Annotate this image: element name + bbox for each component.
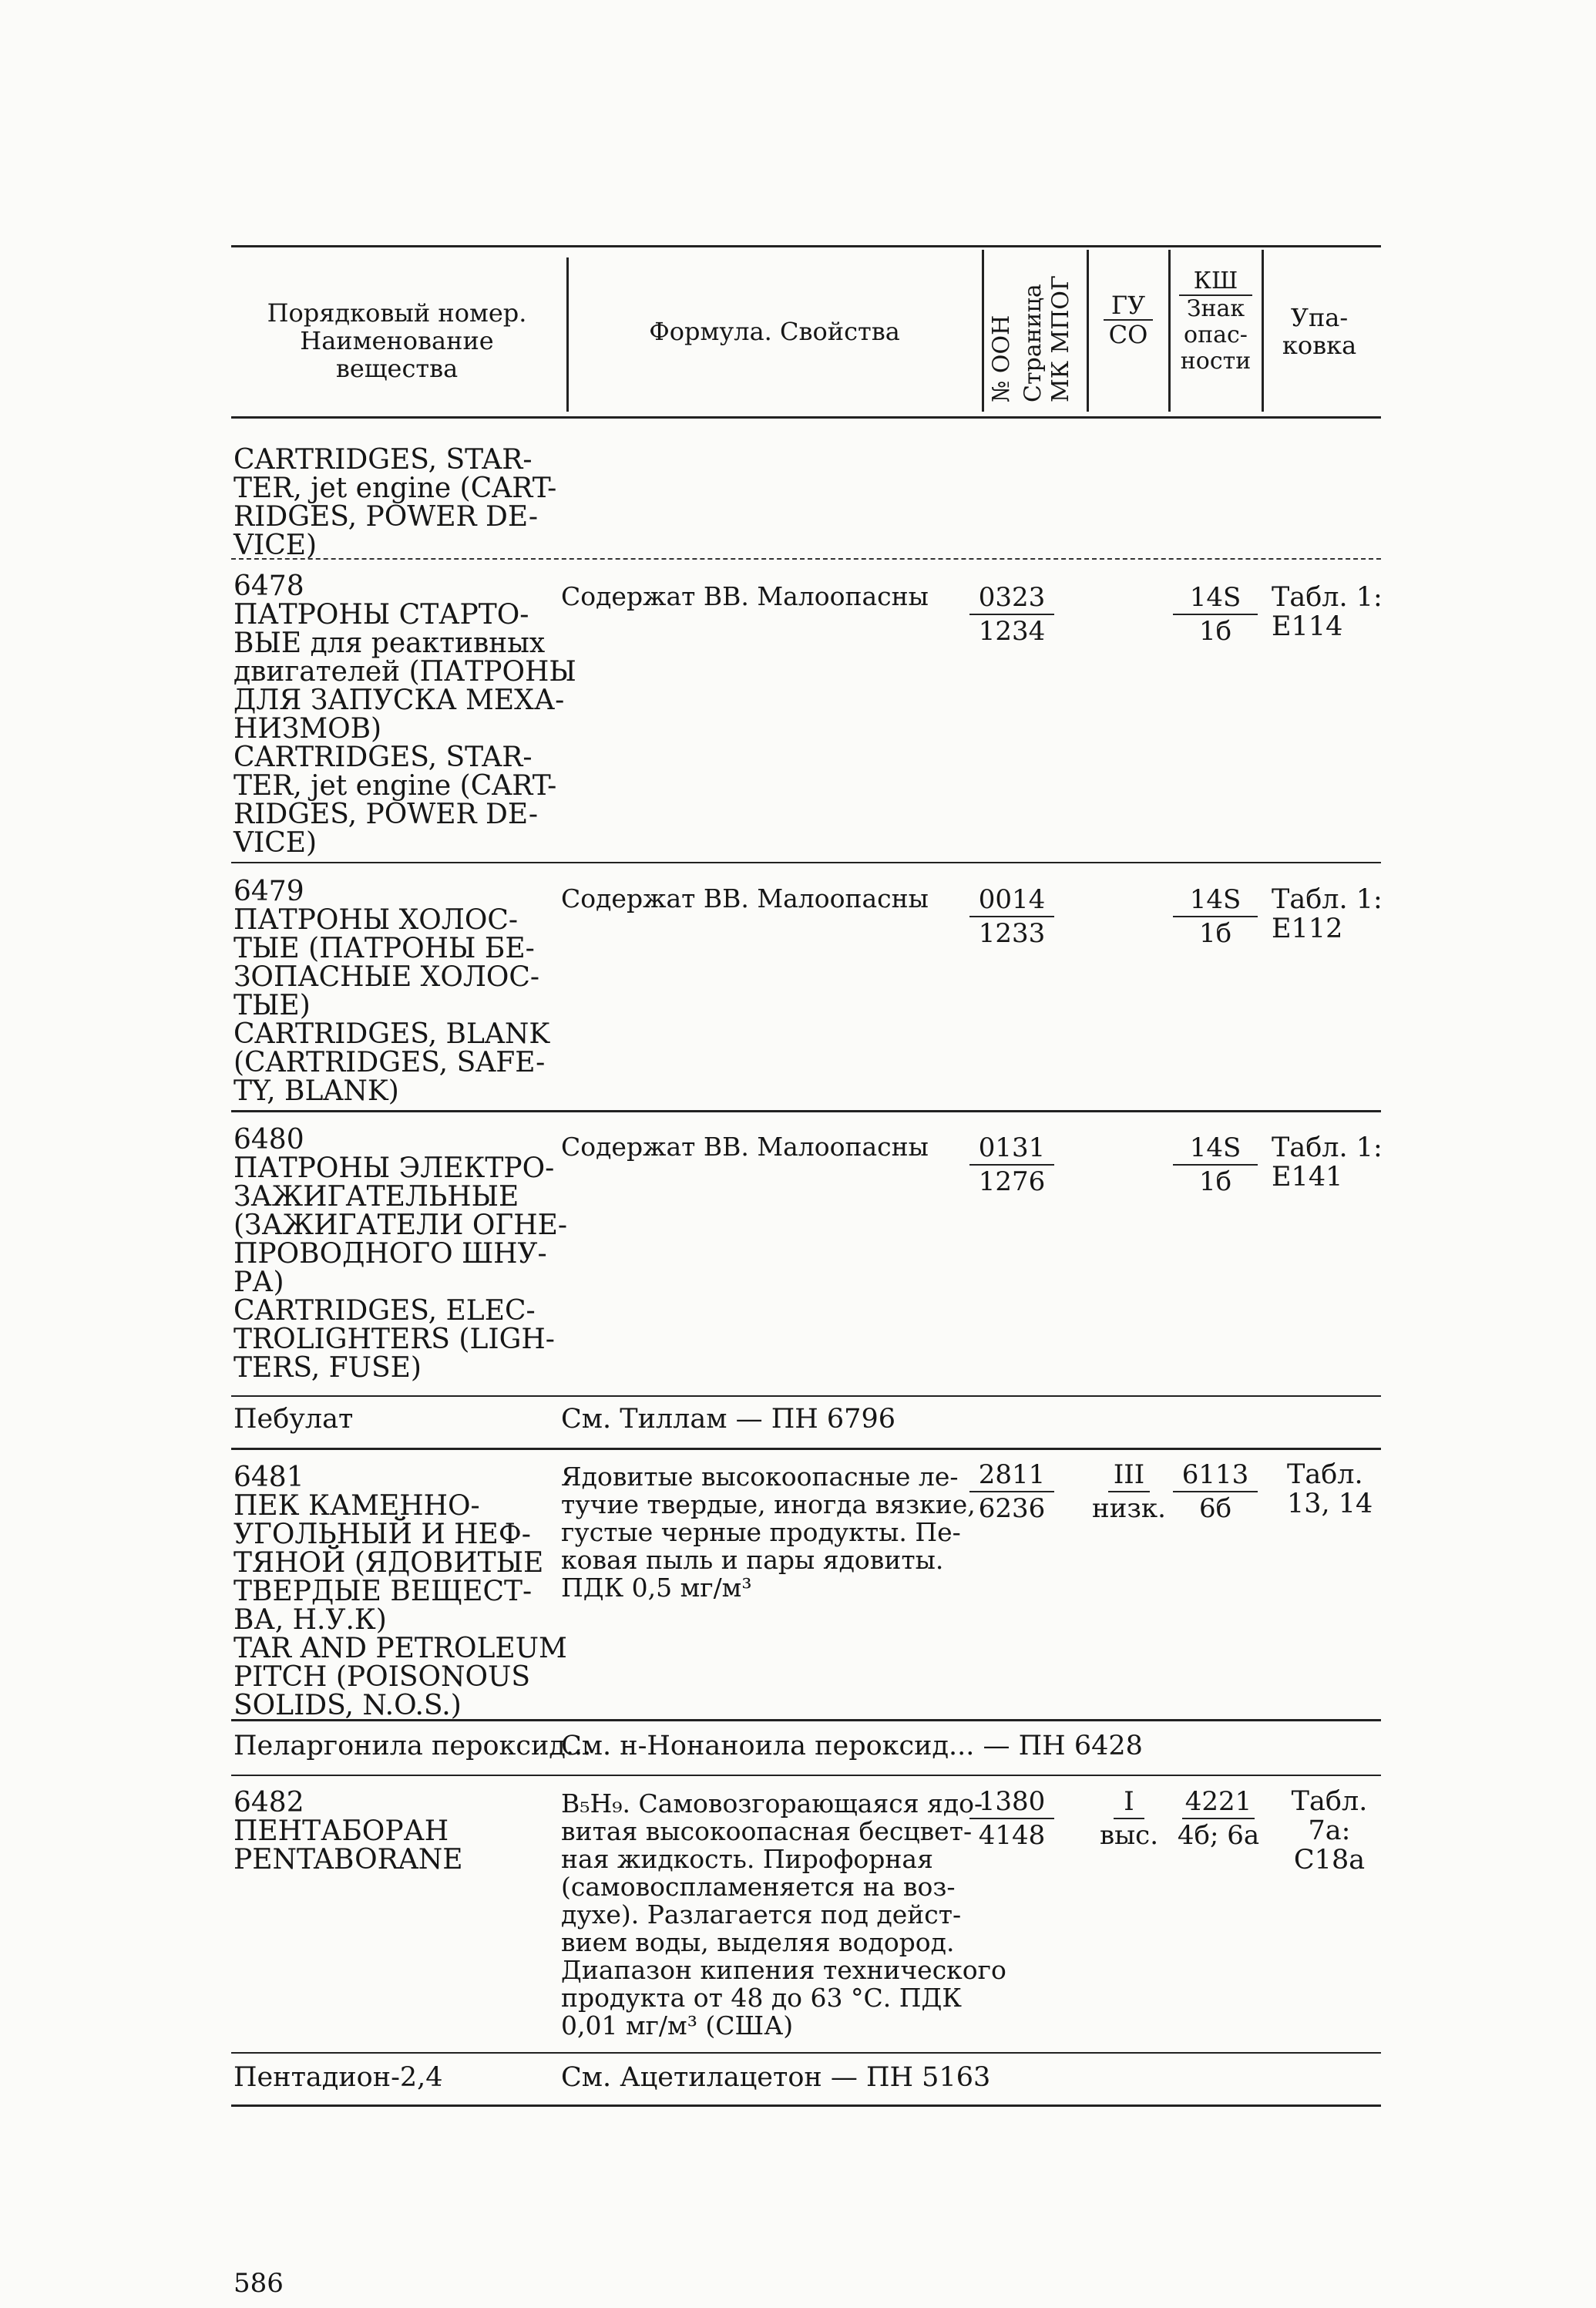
reference-link: См. Ацетилацетон — ПН 5163 (561, 2062, 991, 2093)
entry-un-imdg: $\frac{0131}{1276}$ (969, 1133, 1054, 1196)
entry-un-imdg: $\frac{0323}{1234}$ (969, 583, 1054, 646)
header-un-number: № ООН (988, 315, 1015, 402)
entry-formula: B₅H₉. Самовозгорающаяся ядо- витая высокоопасная бесцвет- ная жидкость. Пирофорная (самовоспламеняется на воз- духе). Разлагается под дейст- вием воды, выделяя водород. Диапазон кипения технического продукта от 48 до 63 °С. ПДК 0,01 мг/м³ (США) (561, 1788, 1006, 2041)
header-top-rule (231, 245, 1381, 247)
header-packaging: Упа- ковка (1282, 303, 1357, 360)
entry-separator (231, 558, 1381, 560)
entry-separator (231, 1719, 1381, 1721)
header-imdg-page-1: Страница (1020, 284, 1047, 402)
reference-name: Пеларгонила пероксид... (234, 1731, 592, 1761)
entry-ksh-sign: 6113 6б (1173, 1460, 1258, 1523)
header-gu: ГУ СО (1090, 291, 1167, 348)
entry-un-imdg: $\frac{0014}{1233}$ (969, 885, 1054, 948)
entry-gu-co: I выс. (1099, 1786, 1159, 1851)
entry-formula: Содержат ВВ. Малоопасны (561, 1132, 929, 1162)
header-formula: Формула. Свойства (649, 317, 900, 346)
entry-formula: Содержат ВВ. Малоопасны (561, 883, 929, 913)
entry-separator (231, 1110, 1381, 1112)
header-divider (1262, 250, 1264, 412)
reference-link: См. н-Нонаноила пероксид... — ПН 6428 (561, 1731, 1143, 1761)
entry-separator (231, 1395, 1381, 1397)
reference-name: Пебулат (234, 1404, 354, 1435)
header-divider (1087, 250, 1089, 412)
entry-packaging: Табл. 1: E112 (1272, 884, 1383, 944)
entry-formula: Ядовитые высокоопасные ле- тучие твердые, иногда вязкие, густые черные продукты. Пе- ковая пыль и пары ядовиты. ПДК 0,5 мг/м³ (561, 1462, 976, 1603)
entry-ksh-sign: 14S 1б (1173, 1133, 1258, 1196)
header-name: Порядковый номер. Наименование вещества (267, 298, 527, 383)
reference-name: Пентадион-2,4 (234, 2062, 443, 2093)
header-ksh: КШ Знак опас- ности (1180, 267, 1252, 375)
header-divider (982, 250, 984, 412)
entry-un-imdg: $\frac{1380}{4148}$ (969, 1787, 1054, 1850)
continuation-name: CARTRIDGES, STAR- TER, jet engine (CART- RIDGES, POWER DE- VICE) (234, 444, 557, 561)
entry-separator (231, 862, 1381, 863)
entry-ksh-sign: 14S 1б (1173, 583, 1258, 646)
entry-name: 6482 ПЕНТАБОРАН PENTABORANE (234, 1787, 463, 1876)
entry-name: 6479 ПАТРОНЫ ХОЛОС- ТЫЕ (ПАТРОНЫ БЕ- ЗОПАСНЫЕ ХОЛОС- ТЫЕ) CARTRIDGES, BLANK (CARTRIDGES, SAFE- TY, BLANK) (234, 876, 550, 1107)
entry-formula: Содержат ВВ. Малоопасны (561, 581, 929, 611)
entry-un-imdg: $\frac{2811}{6236}$ (969, 1460, 1054, 1523)
entry-separator (231, 1448, 1381, 1450)
table-bottom-rule (231, 2104, 1381, 2107)
entry-packaging: Табл. 13, 14 (1287, 1459, 1373, 1519)
entry-gu-co: III низк. (1092, 1459, 1166, 1524)
header-divider (566, 257, 569, 412)
header-bottom-rule (231, 416, 1381, 419)
entry-packaging: Табл. 7а: C18а (1291, 1786, 1368, 1876)
entry-separator (231, 1775, 1381, 1776)
entry-ksh-sign: 4221 4б; 6а (1177, 1786, 1260, 1851)
entry-packaging: Табл. 1: E141 (1272, 1132, 1383, 1193)
entry-separator (231, 2052, 1381, 2054)
reference-link: См. Тиллам — ПН 6796 (561, 1404, 895, 1435)
header-divider (1168, 250, 1171, 412)
entry-name: 6480 ПАТРОНЫ ЭЛЕКТРО- ЗАЖИГАТЕЛЬНЫЕ (ЗАЖИГАТЕЛИ ОГНЕ- ПРОВОДНОГО ШНУ- РА) CARTRIDGES, ELEC- TROLIGHTERS (LIGH- TERS, FUSE) (234, 1124, 568, 1384)
entry-name: 6481 ПЕК КАМЕННО- УГОЛЬНЫЙ И НЕФ- ТЯНОЙ (ЯДОВИТЫЕ ТВЕРДЫЕ ВЕЩЕСТ- ВА, Н.У.К) TAR AND PETROLEUM PITCH (POISONOUS SOLIDS, N.O.S.) (234, 1462, 567, 1721)
entry-packaging: Табл. 1: E114 (1272, 582, 1383, 642)
page-number: 586 (234, 2268, 284, 2299)
entry-ksh-sign: 14S 1б (1173, 885, 1258, 948)
header-imdg-page-2: МК МПОГ (1047, 275, 1074, 402)
entry-name: 6478 ПАТРОНЫ СТАРТО- ВЫЕ для реактивных двигателей (ПАТРОНЫ ДЛЯ ЗАПУСКА МЕХА- НИЗМОВ) CARTRIDGES, STAR- TER, jet engine (CART- RIDGES, POWER DE- VICE) (234, 570, 576, 859)
